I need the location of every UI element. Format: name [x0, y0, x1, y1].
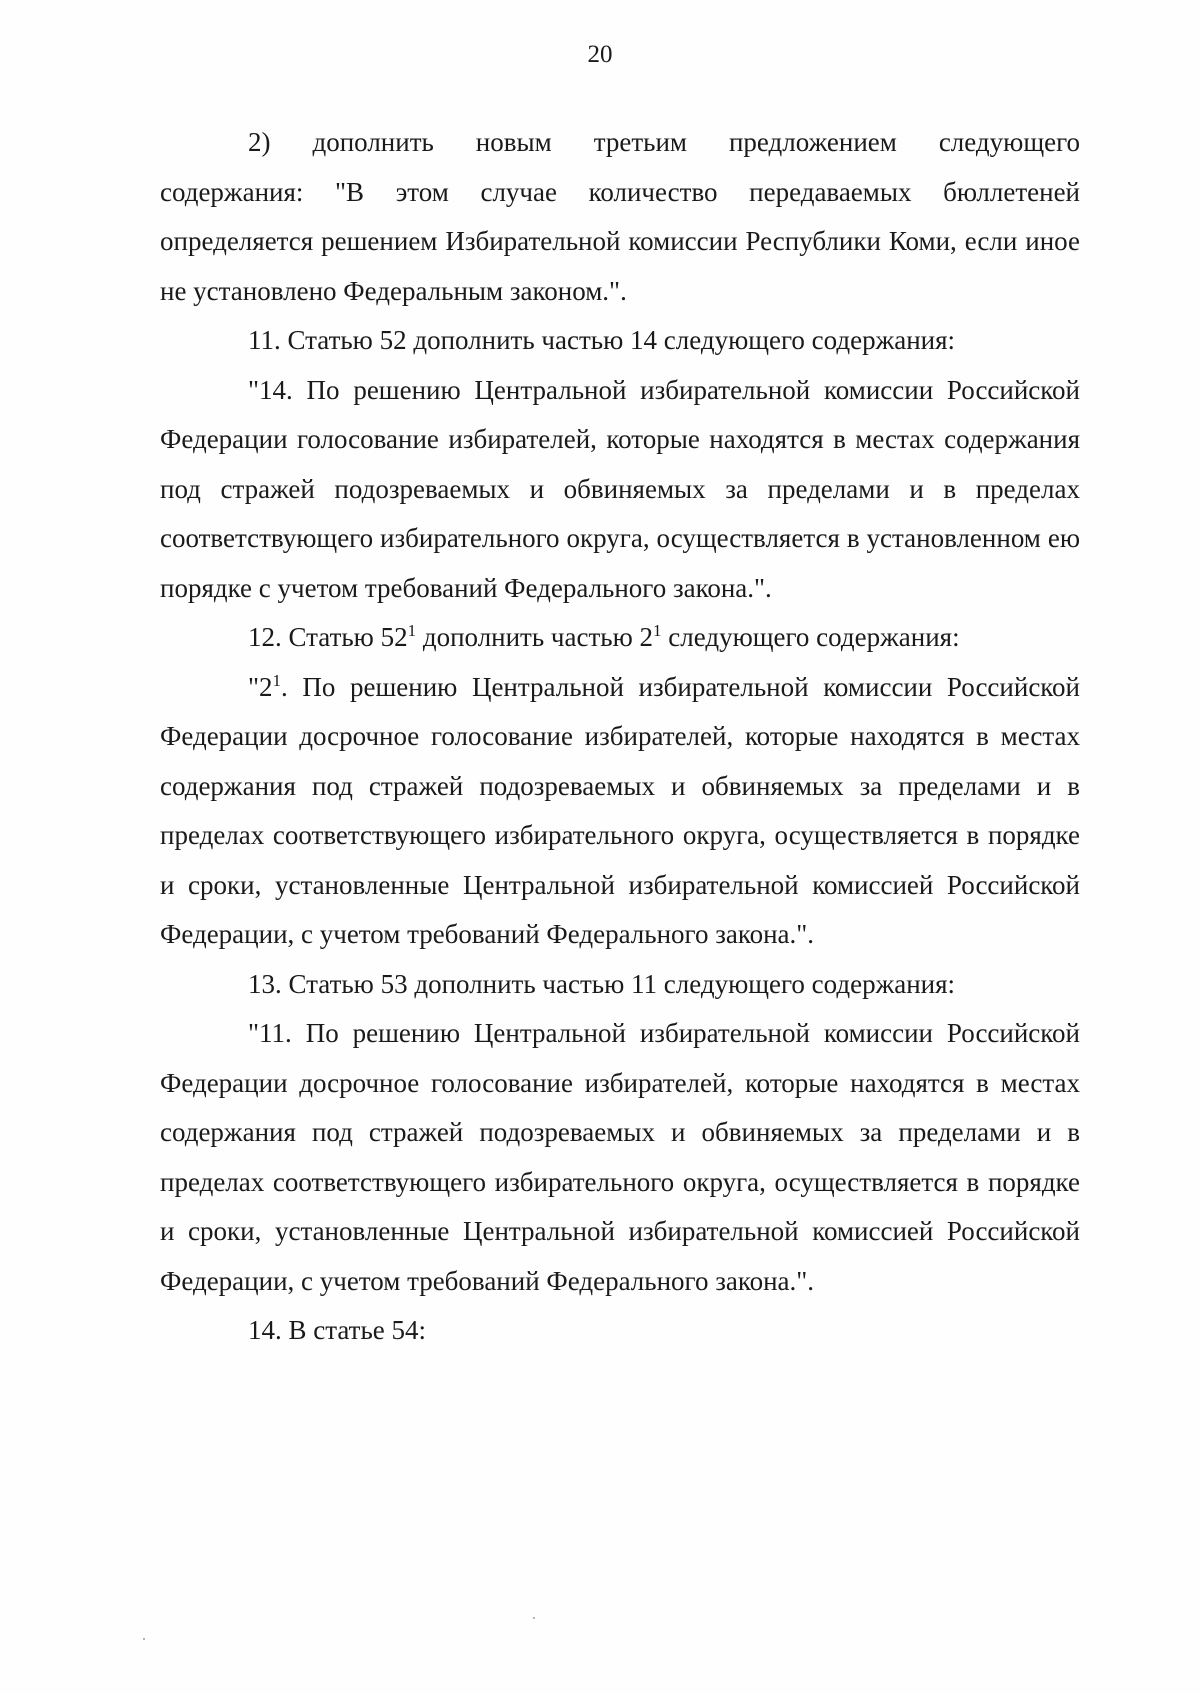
item-12-quote-text: . По решению Центральной избирательной комиссии Российской Федерации досрочное голосование избирателей, которые находятся в местах содержания под стражей подозреваемых и обвиняемых за пределами и в пределах соответствующего избирательного округа, осуществляется в порядке и сроки, установленные Центральной избирательной комиссией Российской Федерации, с учетом требований Федерального закона.".	[160, 671, 1080, 949]
item-12-quote-start: "2	[248, 671, 273, 702]
item-14-heading: 14. В статье 54:	[248, 1315, 427, 1345]
scan-speck	[533, 1617, 535, 1619]
superscript: 1	[407, 621, 417, 640]
document-body	[160, 118, 1080, 1356]
item-12-heading	[160, 613, 1080, 663]
item-12-quote	[160, 663, 1080, 960]
item-2-first-line: 2) дополнить новым третьим предложением следующего	[248, 127, 1080, 157]
item-12-heading-start: 12. Статью 52	[248, 622, 408, 652]
item-13-heading: 13. Статью 53 дополнить частью 11 следующего содержания:	[248, 968, 956, 999]
item-11-quote: "14. По решению Центральной избирательной комиссии Российской Федерации голосование избирателей, которые находятся в местах содержания под стражей подозреваемых и обвиняемых за пределами и в пределах соответствующего избирательного округа, осуществляется в установленном ею порядке с учетом требований Федерального закона.".	[160, 374, 1080, 603]
item-2-text: содержания: "В этом случае количество передаваемых бюллетеней определяется решением Избирательной комиссии Республики Коми, если иное не установлено Федеральным законом.".	[160, 176, 1080, 306]
item-11-heading: 11. Статью 52 дополнить частью 14 следующего содержания:	[248, 325, 956, 355]
item-12-heading-middle: дополнить частью 2	[416, 622, 654, 652]
superscript: 1	[272, 670, 282, 690]
item-12-heading-end: следующего содержания:	[661, 622, 960, 652]
page-number: 20	[587, 41, 613, 68]
scan-speck	[143, 1638, 145, 1640]
item-13-quote: "11. По решению Центральной избирательной комиссии Российской Федерации досрочное голосование избирателей, которые находятся в местах содержания под стражей подозреваемых и обвиняемых за пределами и в пределах соответствующего избирательного округа, осуществляется в порядке и сроки, установленные Центральной избирательной комиссией Российской Федерации, с учетом требований Федерального закона.".	[160, 1018, 1080, 1296]
superscript: 1	[653, 621, 662, 640]
